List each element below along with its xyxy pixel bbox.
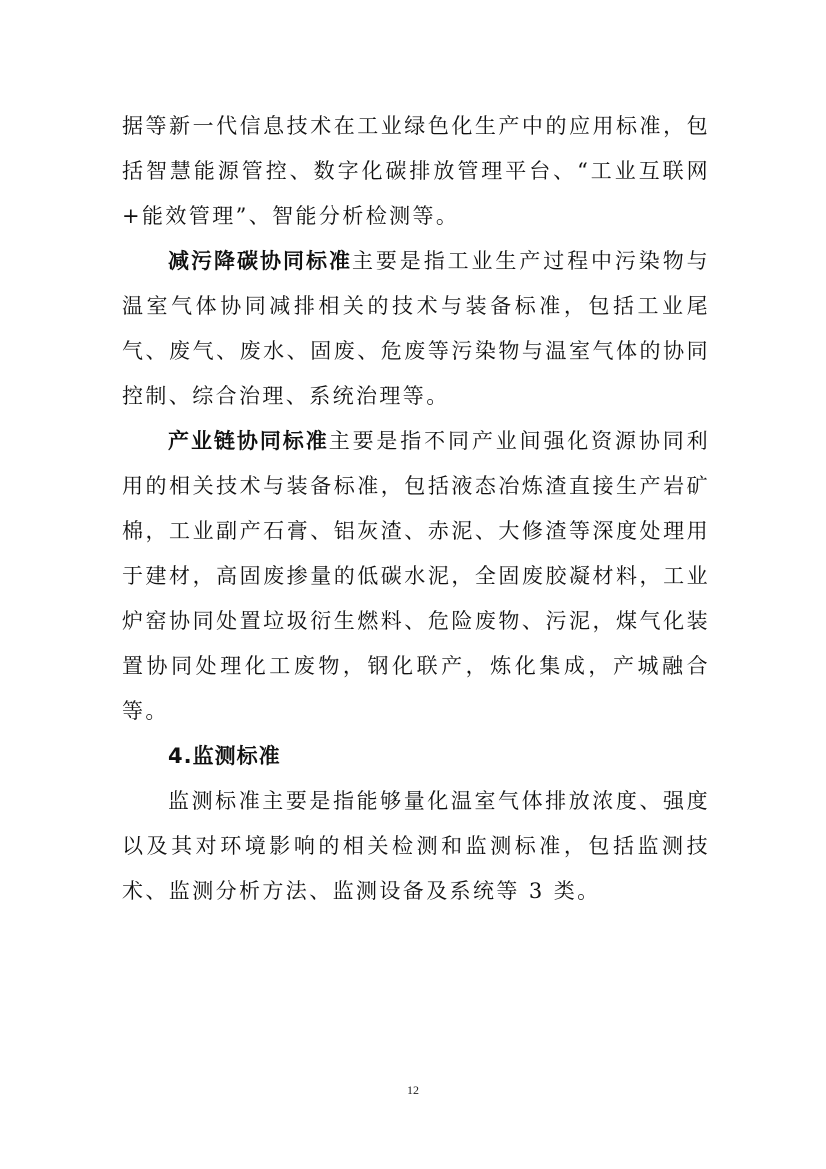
paragraph-industry-chain-synergy: [122, 419, 710, 734]
paragraph-monitoring-standards: [122, 779, 710, 914]
paragraph-text: 据等新一代信息技术在工业绿色化生产中的应用标准，包括智慧能源管控、数字化碳排放管理平台、“工业互联网+能效管理”、智能分析检测等。: [122, 114, 710, 228]
paragraph-lead-term: 减污降碳协同标准: [168, 249, 352, 273]
paragraph-text: 主要是指不同产业间强化资源协同利用的相关技术与装备标准，包括液态冶炼渣直接生产岩矿棉，工业副产石膏、铝灰渣、赤泥、大修渣等深度处理用于建材，高固废掺量的低碳水泥，全固废胶凝材料，工业炉窑协同处置垃圾衍生燃料、危险废物、污泥，煤气化装置协同处理化工废物，钢化联产，炼化集成，产城融合等。: [122, 429, 710, 723]
paragraph-pollution-carbon-synergy: [122, 239, 710, 419]
paragraph-text: 监测标准主要是指能够量化温室气体排放浓度、强度以及其对环境影响的相关检测和监测标准，包括监测技术、监测分析方法、监测设备及系统等 3 类。: [122, 789, 710, 903]
paragraph-digital-applications: [122, 104, 710, 239]
page-number: 12: [407, 1083, 419, 1097]
paragraph-lead-term: 产业链协同标准: [168, 429, 329, 453]
paragraph-text: 主要是指工业生产过程中污染物与温室气体协同减排相关的技术与装备标准，包括工业尾气、废气、废水、固废、危废等污染物与温室气体的协同控制、综合治理、系统治理等。: [122, 249, 710, 408]
page-content: [122, 104, 710, 914]
section-heading: 4.监测标准: [168, 744, 281, 768]
